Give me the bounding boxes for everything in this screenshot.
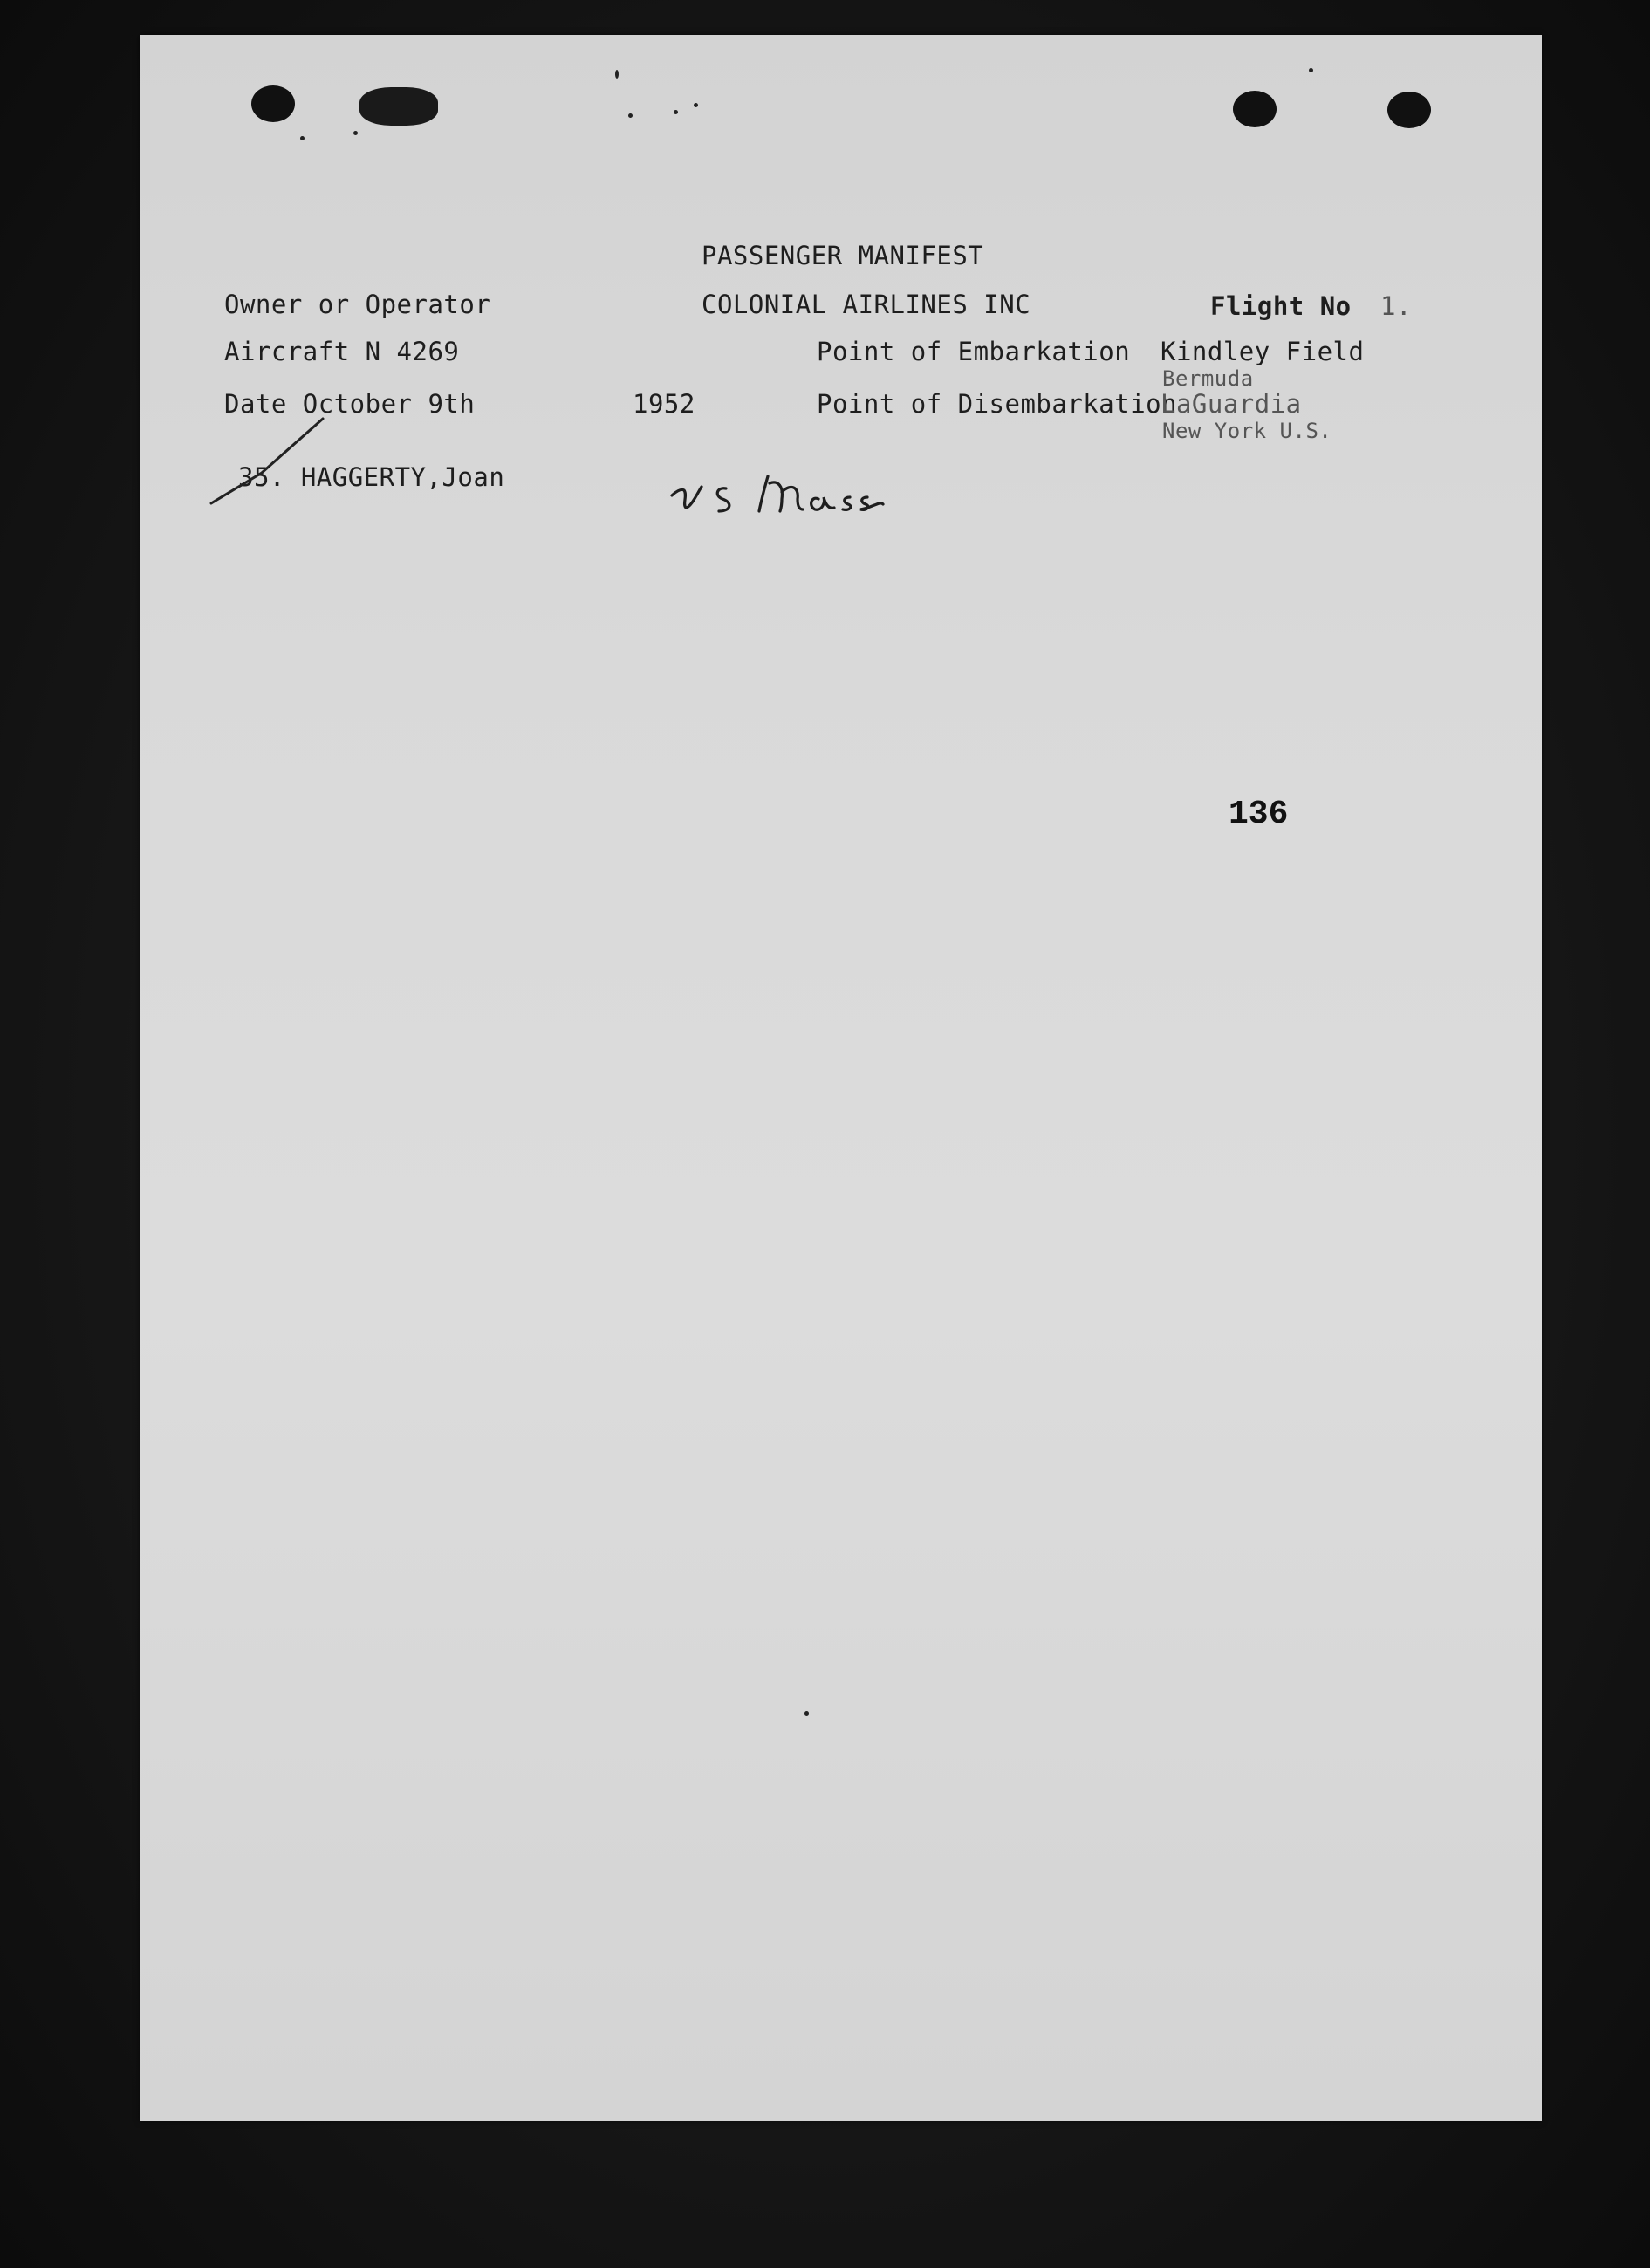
speck bbox=[615, 70, 619, 79]
manifest-title: PASSENGER MANIFEST bbox=[702, 241, 984, 270]
punch-hole-left bbox=[251, 85, 295, 122]
ink-smudge bbox=[359, 87, 438, 126]
speck bbox=[353, 131, 358, 135]
punch-hole-right-2 bbox=[1387, 92, 1431, 128]
manifest-date: Date October 9th bbox=[224, 389, 476, 419]
check-mark bbox=[209, 412, 349, 508]
disembarkation-place: LaGuardia bbox=[1160, 389, 1302, 419]
embarkation-place: Kindley Field bbox=[1160, 337, 1365, 366]
manifest-year: 1952 bbox=[633, 389, 695, 419]
owner-label: Owner or Operator bbox=[224, 290, 491, 319]
flight-label: Flight No bbox=[1210, 291, 1352, 321]
speck bbox=[300, 136, 305, 140]
operator-name: COLONIAL AIRLINES INC bbox=[702, 290, 1031, 319]
punch-hole-right-1 bbox=[1233, 91, 1277, 127]
speck bbox=[628, 113, 633, 118]
speck bbox=[1309, 68, 1313, 72]
speck bbox=[694, 103, 698, 107]
page-number: 136 bbox=[1229, 796, 1289, 833]
disembarkation-label: Point of Disembarkation bbox=[817, 389, 1178, 419]
embarkation-place-line2: Bermuda bbox=[1162, 366, 1254, 391]
flight-number: 1. bbox=[1380, 291, 1412, 321]
embarkation-label: Point of Embarkation bbox=[817, 337, 1131, 366]
speck bbox=[674, 110, 678, 114]
manifest-sheet bbox=[140, 35, 1542, 2121]
passenger-entry: 35. HAGGERTY,Joan bbox=[238, 462, 505, 492]
handwritten-note bbox=[663, 457, 942, 527]
speck bbox=[804, 1711, 809, 1716]
disembarkation-place-line2: New York U.S. bbox=[1162, 419, 1332, 443]
aircraft-registration: Aircraft N 4269 bbox=[224, 337, 460, 366]
